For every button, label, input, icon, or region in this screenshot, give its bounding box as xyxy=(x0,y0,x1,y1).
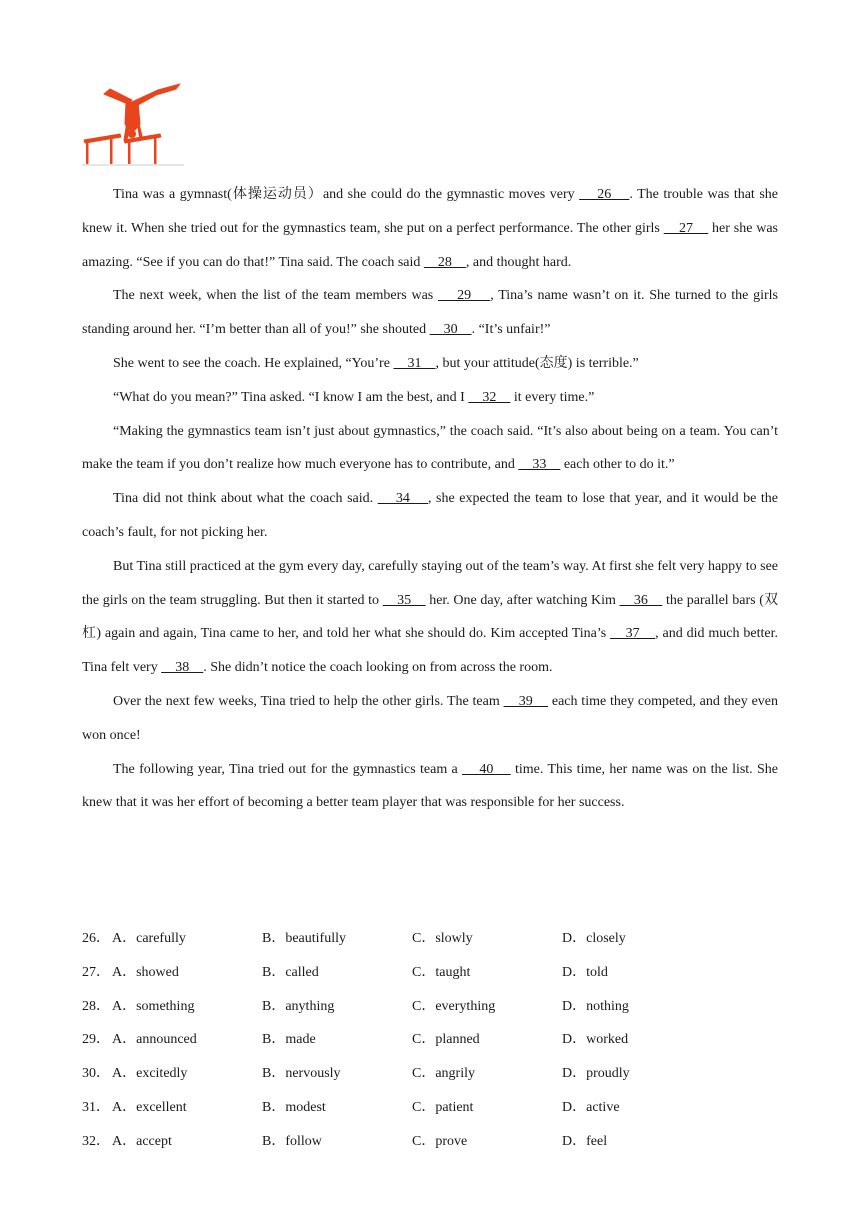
passage-text: Tina was a gymnast(体操运动员）and she could do the gymnastic moves very xyxy=(113,187,580,202)
option-a[interactable]: A．excitedly xyxy=(112,1066,188,1082)
question-number: 31． xyxy=(82,1099,110,1115)
cloze-passage xyxy=(82,178,778,820)
option-b[interactable]: B．nervously xyxy=(262,1066,341,1082)
passage-text: each other to do it.” xyxy=(560,457,675,473)
blank-33[interactable]: 33 xyxy=(518,457,561,473)
blank-39[interactable]: 39 xyxy=(503,693,549,709)
passage-text: But Tina still practiced at the gym every day, carefully staying out of the team’s way. At first she felt very happy to see the girls on the team struggling. But then it started to xyxy=(82,558,778,608)
option-a[interactable]: A．something xyxy=(112,998,195,1014)
passage-paragraph xyxy=(82,482,778,550)
passage-text: The next week, when the list of the team members was xyxy=(113,288,439,304)
blank-40[interactable]: 40 xyxy=(462,761,511,777)
blank-28[interactable]: 28 xyxy=(423,254,466,270)
option-b[interactable]: B．beautifully xyxy=(262,931,346,946)
question-row xyxy=(82,1023,778,1057)
passage-paragraph xyxy=(82,550,778,685)
answer-options xyxy=(82,922,778,1159)
option-d[interactable]: D．proudly xyxy=(562,1066,630,1082)
blank-36[interactable]: 36 xyxy=(619,592,663,608)
option-b[interactable]: B．follow xyxy=(262,1133,322,1149)
passage-paragraph xyxy=(82,347,778,381)
passage-text: each time they competed, and they even won once! xyxy=(82,693,779,743)
passage-text: “Making the gymnastics team isn’t just about gymnastics,” the coach said. “It’s also about being on a team. You can’t make the team if you don’t realize how much everyone has to contribute, and xyxy=(82,423,778,473)
option-d[interactable]: D．closely xyxy=(562,931,626,946)
option-a[interactable]: A．showed xyxy=(112,964,179,980)
blank-37[interactable]: 37 xyxy=(610,626,656,642)
option-a[interactable]: A．announced xyxy=(112,1032,197,1048)
question-number: 27． xyxy=(82,964,110,980)
option-d[interactable]: D．worked xyxy=(562,1032,629,1048)
option-a[interactable]: A．excellent xyxy=(112,1099,187,1115)
option-c[interactable]: C．slowly xyxy=(412,931,473,946)
passage-text: her. One day, after watching Kim xyxy=(425,592,620,608)
passage-text: , Tina’s name wasn’t on it. She turned to the girls standing around her. “I’m better than all of you!” she shouted xyxy=(82,288,778,338)
question-number: 29． xyxy=(82,1032,110,1048)
option-d[interactable]: D．told xyxy=(562,964,608,980)
option-c[interactable]: C．taught xyxy=(412,964,471,980)
question-row xyxy=(82,922,778,956)
passage-paragraph xyxy=(82,753,778,821)
passage-text: the parallel bars (双杠) again and again, Tina came to her, and told her what she should do. Kim accepted Tina’s xyxy=(82,592,779,642)
question-number: 30． xyxy=(82,1066,110,1082)
option-a[interactable]: A．carefully xyxy=(112,931,186,946)
passage-text: , and thought hard. xyxy=(465,254,572,270)
passage-text: Tina did not think about what the coach said. xyxy=(113,491,378,507)
blank-30[interactable]: 30 xyxy=(429,322,472,338)
option-c[interactable]: C．planned xyxy=(412,1032,480,1048)
option-a[interactable]: A．accept xyxy=(112,1133,172,1149)
passage-paragraph xyxy=(82,685,778,753)
blank-35[interactable]: 35 xyxy=(382,592,426,608)
passage-text: . She didn’t notice the coach looking on from across the room. xyxy=(203,660,553,676)
blank-31[interactable]: 31 xyxy=(393,355,436,371)
blank-26[interactable]: 26 xyxy=(579,187,630,202)
passage-text: The following year, Tina tried out for the gymnastics team a xyxy=(113,761,463,777)
passage-text: her she was amazing. “See if you can do that!” Tina said. The coach said xyxy=(82,220,778,270)
question-number: 32． xyxy=(82,1133,110,1149)
question-row xyxy=(82,1057,778,1091)
passage-text: She went to see the coach. He explained, “You’re xyxy=(113,355,394,371)
option-d[interactable]: D．active xyxy=(562,1099,620,1115)
passage-paragraph xyxy=(82,415,778,483)
passage-text: . The trouble was that she knew it. When she tried out for the gymnastics team, she put on a perfect performance. The other girls xyxy=(82,187,779,236)
question-row xyxy=(82,1125,778,1159)
gymnast-on-parallel-bars-icon xyxy=(80,78,188,170)
question-row xyxy=(82,990,778,1024)
passage-text: time. This time, her name was on the list. She knew that it was her effort of becoming a better team player that was responsible for her success. xyxy=(82,761,779,811)
option-d[interactable]: D．nothing xyxy=(562,998,629,1014)
blank-34[interactable]: 34 xyxy=(377,491,428,507)
question-row xyxy=(82,956,778,990)
passage-text: , she expected the team to lose that year, and it would be the coach’s fault, for not picking her. xyxy=(82,491,778,540)
option-b[interactable]: B．anything xyxy=(262,998,335,1014)
option-d[interactable]: D．feel xyxy=(562,1133,608,1149)
option-b[interactable]: B．modest xyxy=(262,1099,326,1115)
passage-text: it every time.” xyxy=(510,389,595,405)
option-b[interactable]: B．called xyxy=(262,964,319,980)
question-row xyxy=(82,1091,778,1125)
passage-paragraph xyxy=(82,178,778,279)
passage-text: “What do you mean?” Tina asked. “I know I am the best, and I xyxy=(113,389,469,405)
passage-text: , and did much better. Tina felt very xyxy=(82,626,779,676)
passage-paragraph xyxy=(82,279,778,347)
question-number: 26． xyxy=(82,931,110,946)
option-c[interactable]: C．everything xyxy=(412,998,496,1014)
passage-text: , but your attitude(态度) is terrible.” xyxy=(435,355,639,371)
passage-text: . “It’s unfair!” xyxy=(471,322,551,338)
option-c[interactable]: C．angrily xyxy=(412,1066,475,1082)
option-c[interactable]: C．prove xyxy=(412,1133,468,1149)
blank-38[interactable]: 38 xyxy=(161,660,204,676)
passage-text: Over the next few weeks, Tina tried to help the other girls. The team xyxy=(113,693,504,709)
blank-32[interactable]: 32 xyxy=(468,389,511,405)
question-number: 28． xyxy=(82,998,110,1014)
blank-29[interactable]: 29 xyxy=(438,288,491,304)
option-b[interactable]: B．made xyxy=(262,1032,316,1048)
option-c[interactable]: C．patient xyxy=(412,1099,474,1115)
passage-paragraph xyxy=(82,381,778,415)
blank-27[interactable]: 27 xyxy=(663,220,709,236)
